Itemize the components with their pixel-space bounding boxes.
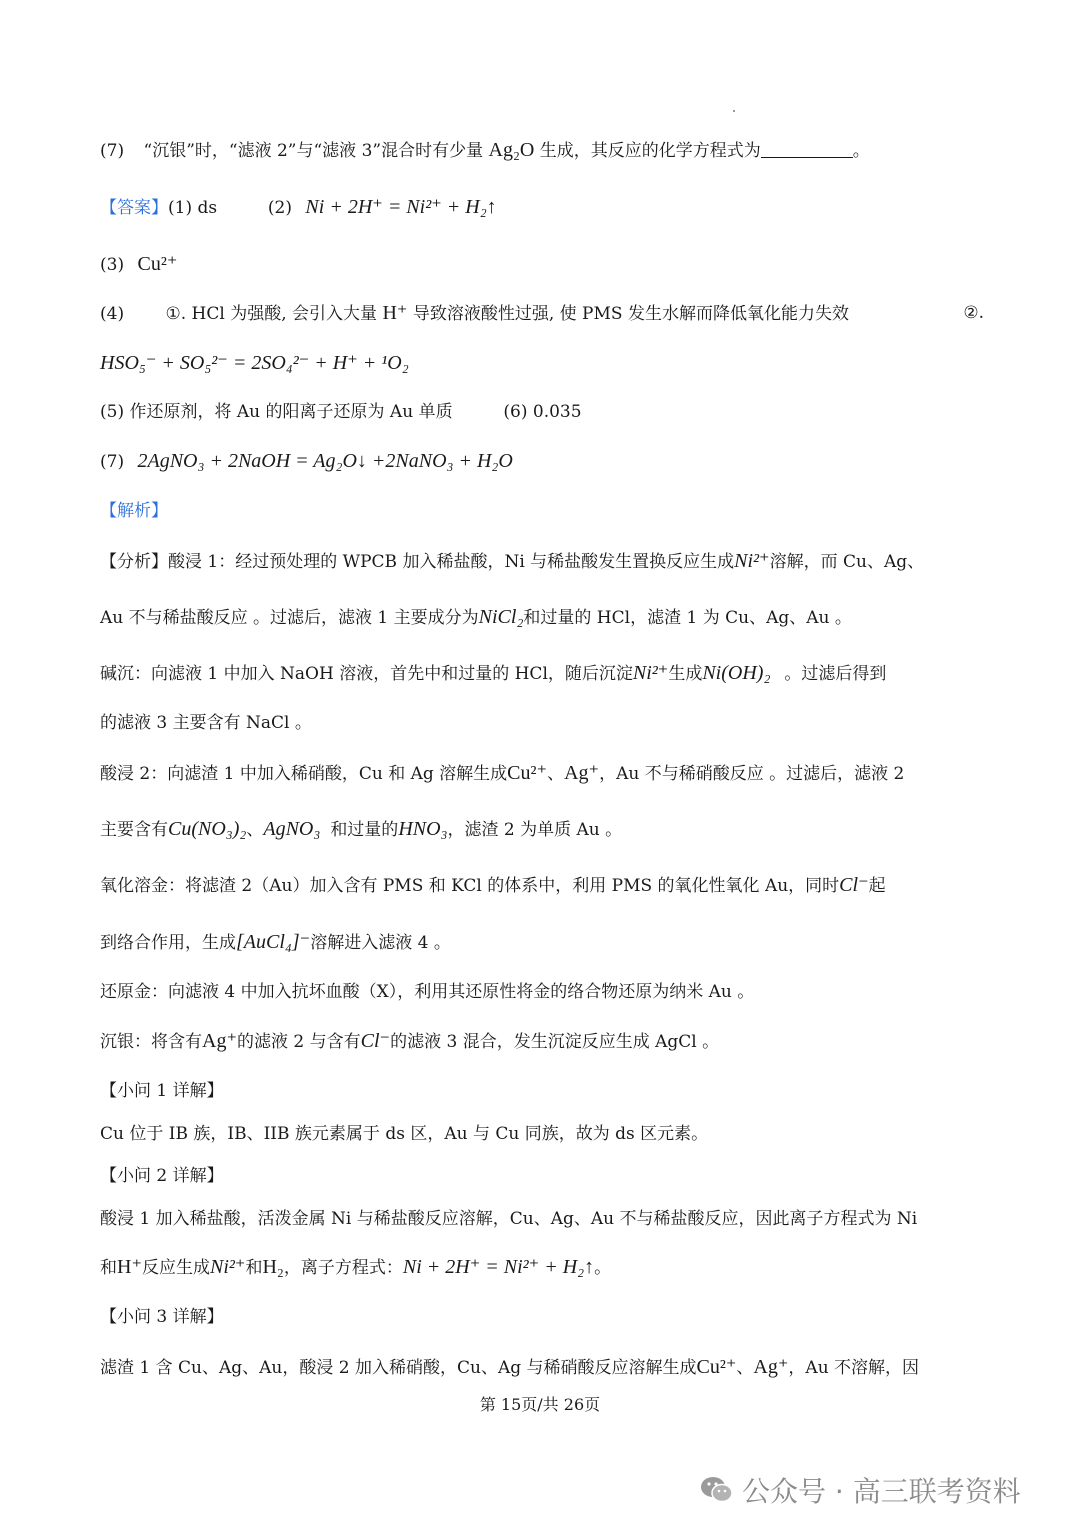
answer-line-1 [100,193,984,222]
item-number: (1) [168,198,193,218]
question-number: (7) [100,141,125,161]
punctuation: 。 [852,141,870,161]
formula: HNO₃ [398,818,448,840]
text: 、 [547,764,565,784]
text: 的滤液 2 与含有 [237,1032,361,1052]
equation: Ni + 2H⁺ = Ni²⁺ + H₂↑ [402,1256,595,1278]
text: ，离子方程式： [283,1258,403,1278]
answer-line-4 [100,299,984,328]
answer-equation-4 [100,349,984,378]
formula: Cu(NO₃)₂ [168,818,247,840]
analysis-p10 [100,1027,984,1056]
analysis-header [100,497,984,525]
sub-question-3-body [100,1353,984,1382]
text: 酸浸 2：向滤渣 1 中加入稀硝酸，Cu 和 Ag 溶解生成 [100,764,508,784]
text: 到络合作用，生成 [100,933,236,953]
answer-text: 作还原剂，将 Au 的阳离子还原为 Au 单质 [129,402,453,422]
equation: Ni + 2H⁺ = Ni²⁺ + H₂↑ [305,196,497,218]
formula: NiCl₂ [478,606,524,628]
analysis-p7 [100,871,984,900]
sub-question-2-body [100,1205,984,1233]
ion: Ni²⁺ [632,662,669,684]
text: 溶解，而 Cu、Ag、 [769,552,925,572]
text: 起 [868,876,886,896]
item-number: (4) [100,304,125,324]
text: ，Au 不溶解，因 [788,1358,920,1378]
item-number: (6) [503,402,528,422]
text: Cu 位于 IB 族，IB、IIB 族元素属于 ds 区，Au 与 Cu 同族，故为 ds 区元素。 [100,1124,709,1144]
ion: Cu²⁺ [696,1356,737,1378]
text: 【小问 1 详解】 [100,1081,224,1101]
sub-question-1-body [100,1120,984,1148]
ion: Cu²⁺ [507,762,548,784]
answer-text: 导致溶液酸性过强, 使 PMS 发生水解而降低氧化能力失效 [412,304,849,324]
answer-text: 0.035 [532,402,582,422]
analysis-p8 [100,928,984,957]
equation: HSO₅⁻ + SO₅²⁻ = 2SO₄²⁻ + H⁺ + ¹O₂ [100,352,409,374]
text: Au 不与稀盐酸反应 。过滤后，滤液 1 主要成分为 [100,608,479,628]
stray-dot [733,110,735,112]
text: 碱沉：向滤液 1 中加入 NaOH 溶液，首先中和过量的 HCl，随后沉淀 [100,664,633,684]
item-number: (2) [267,198,293,218]
text: 和过量的 [330,820,399,840]
analysis-p6 [100,815,984,844]
sub-question-2-title [100,1162,984,1190]
text: 氧化溶金：将滤渣 2（Au）加入含有 PMS 和 KCl 的体系中，利用 PMS 的氧化性氧化 Au，同时 [100,876,840,896]
wechat-icon [700,1475,734,1512]
analysis-p9 [100,978,984,1006]
item-number: (5) [100,402,125,422]
item-number: (7) [100,452,125,472]
question-text: “沉银”时，“滤液 2”与“滤液 3”混合时有少量 [143,141,484,161]
question-7 [100,136,984,165]
text: 酸浸 1 加入稀盐酸，活泼金属 Ni 与稀盐酸反应溶解，Cu、Ag、Au 不与稀盐酸反应，因此离子方程式为 Ni [100,1209,918,1229]
text: 沉银：将含有 [100,1032,202,1052]
formula: Ni(OH)₂ [702,662,771,684]
answer-line-7 [100,447,984,476]
ion: Cl⁻ [360,1030,391,1052]
answer-label: 【答案】 [100,198,168,218]
answer-text: ①. HCl 为强酸, 会引入大量 [165,304,378,324]
text: 反应生成 [142,1258,210,1278]
watermark-text: 公众号 · 高三联考资料 [742,1475,1021,1508]
text: 【小问 2 详解】 [100,1166,224,1186]
analysis-label: 【解析】 [100,501,168,521]
watermark [700,1470,1021,1512]
page-footer: 第 15页/共 26页 [479,1395,601,1414]
text: 。过滤后得到 [784,664,887,684]
formula: [AuCl₄]⁻ [236,931,311,953]
ion: Ag⁺ [753,1356,789,1378]
text: 滤渣 1 含 Cu、Ag、Au，酸浸 2 加入稀硝酸，Cu、Ag 与稀硝酸反应溶解生成 [100,1358,697,1378]
text: ，滤渣 2 为单质 Au 。 [447,820,623,840]
text: 、 [736,1358,754,1378]
ion: Ni²⁺ [210,1256,246,1278]
ion: H⁺ [117,1256,142,1278]
text: 【小问 3 详解】 [100,1307,224,1327]
text: 、 [246,820,264,840]
ion: Cu²⁺ [137,253,178,275]
formula: AgNO₃ [263,818,321,840]
text: 溶解进入滤液 4 。 [310,933,451,953]
text: 和 [245,1258,263,1278]
ion: Ag⁺ [202,1030,237,1052]
analysis-p2 [100,603,984,632]
ion: Ag⁺ [564,762,600,784]
text: 【分析】酸浸 1：经过预处理的 WPCB 加入稀盐酸，Ni 与稀盐酸发生置换反应生成 [100,552,735,572]
ion: Ni²⁺ [734,550,770,572]
sub-question-3-title [100,1303,984,1331]
text: 和 [100,1258,117,1278]
formula: Ag₂O [488,139,535,161]
answer-line-3 [100,250,984,279]
answer-blank [761,139,853,158]
text: 生成 [668,664,703,684]
ion: Cl⁻ [839,874,869,896]
text: 和过量的 HCl，滤渣 1 为 Cu、Ag、Au 。 [523,608,852,628]
text: 。 [594,1258,612,1278]
item-number: (3) [100,255,125,275]
equation: 2AgNO₃ + 2NaOH = Ag₂O↓ +2NaNO₃ + H₂O [137,450,513,472]
formula: H₂ [262,1256,284,1278]
analysis-p5 [100,759,984,788]
answer-text: ds [197,198,218,218]
sub-question-2-body-2 [100,1253,984,1282]
answer-line-5 [100,398,984,426]
ion: H⁺ [382,302,408,324]
text: ，Au 不与稀硝酸反应 。过滤后，滤液 2 [599,764,905,784]
item-mark: ②. [963,303,984,323]
text: 主要含有 [100,820,168,840]
analysis-p3 [100,659,984,688]
text: 的滤液 3 主要含有 NaCl 。 [100,713,312,733]
question-text: 生成，其反应的化学方程式为 [539,141,761,161]
text: 还原金：向滤液 4 中加入抗坏血酸（X），利用其还原性将金的络合物还原为纳米 Au 。 [100,982,755,1002]
sub-question-1-title [100,1077,984,1105]
analysis-p1 [100,547,984,576]
analysis-p4 [100,709,984,737]
text: 的滤液 3 混合，发生沉淀反应生成 AgCl 。 [390,1032,720,1052]
